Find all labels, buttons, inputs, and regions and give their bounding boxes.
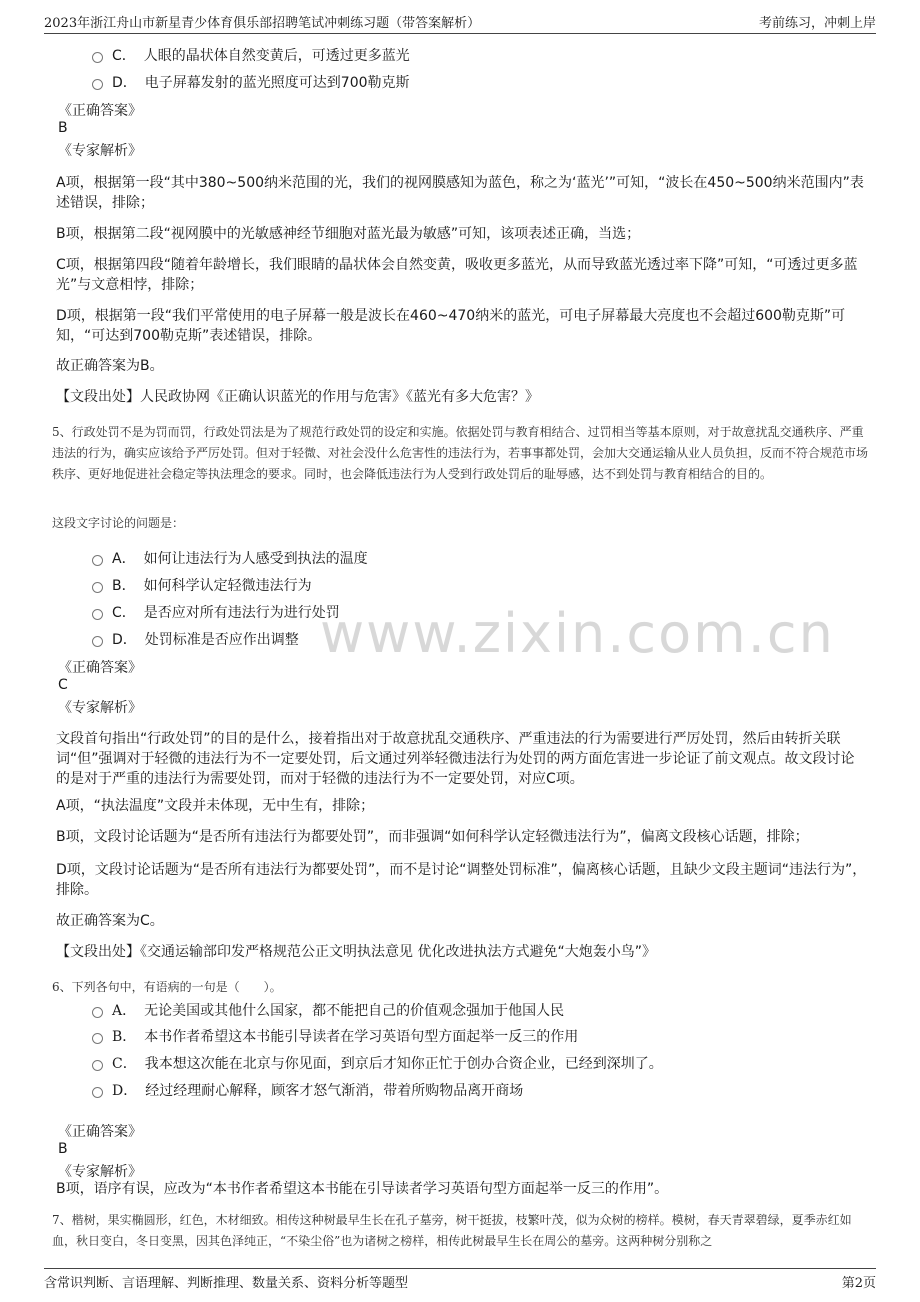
q5-stem: 5、行政处罚不是为罚而罚，行政处罚法是为了规范行政处罚的设定和实施。依据处罚与教育相结合、过罚相当等基本原则，对于故意扰乱交通秩序、严重违法的行为，确实应该给予严厉处罚。但对于轻微、对社会没什么危害性的违法行为，若事事都处罚，会加大交通运输从业人员负担，反而不符合规范市场秩序、更好地促进社会稳定等执法理念的要求。同时，也会降低违法行为人受到行政处罚后的耻辱感，达不到处罚与教育相结合的目的。 bbox=[52, 425, 869, 481]
radio-icon[interactable] bbox=[92, 636, 103, 647]
q5-analysis-label: 《专家解析》 bbox=[58, 700, 142, 716]
radio-icon[interactable] bbox=[92, 1007, 103, 1018]
radio-icon[interactable] bbox=[92, 609, 103, 620]
q6-answer-label: 《正确答案》 bbox=[58, 1124, 142, 1140]
q5-answer: C bbox=[58, 677, 68, 693]
option-letter: C． bbox=[112, 605, 136, 621]
option-letter: A． bbox=[112, 1003, 137, 1019]
option-letter: B． bbox=[112, 578, 136, 594]
q4-answer: B bbox=[58, 120, 68, 136]
q5-conclusion: 故正确答案为C。 bbox=[56, 913, 164, 929]
option-text: 如何科学认定轻微违法行为 bbox=[143, 578, 312, 594]
header-slogan: 考前练习，冲刺上岸 bbox=[758, 16, 876, 31]
option-text: 我本想这次能在北京与你见面，到京后才知你正忙于创办合资企业，已经到深圳了。 bbox=[144, 1056, 663, 1072]
q5-analysis-d: D项，文段讨论话题为“是否所有违法行为都要处罚”，而不是讨论“调整处罚标准”，偏离核心话题，且缺少文段主题词“违法行为”，排除。 bbox=[56, 862, 867, 898]
option-letter: D． bbox=[112, 632, 137, 648]
q4-analysis-d: D项，根据第一段“我们平常使用的电子屏幕一般是波长在460~470纳米的蓝光，可电子屏幕最大亮度也不会超过600勒克斯”可知，“可达到700勒克斯”表述错误，排除。 bbox=[56, 308, 846, 344]
footer-divider bbox=[44, 1268, 876, 1269]
q4-option-d[interactable] bbox=[92, 72, 410, 92]
option-text: 无论美国或其他什么国家，都不能把自己的价值观念强加于他国人民 bbox=[144, 1003, 565, 1019]
radio-icon[interactable] bbox=[92, 79, 103, 90]
option-text: 人眼的晶状体自然变黄后，可透过更多蓝光 bbox=[143, 48, 410, 64]
q5-source: 【文段出处】《交通运输部印发严格规范公正文明执法意见 优化改进执法方式避免“大炮轰小鸟”》 bbox=[56, 944, 656, 960]
radio-icon[interactable] bbox=[92, 1033, 103, 1044]
q6-stem: 6、下列各句中，有语病的一句是（ ）。 bbox=[52, 980, 282, 994]
watermark: www.zixin.com.cn bbox=[320, 602, 835, 665]
q4-answer-label: 《正确答案》 bbox=[58, 103, 142, 119]
option-letter: D． bbox=[112, 1083, 138, 1099]
q4-analysis-c: C项，根据第四段“随着年龄增长，我们眼睛的晶状体会自然变黄，吸收更多蓝光，从而导致蓝光透过率下降”可知，“可透过更多蓝光”与文意相悖，排除； bbox=[56, 257, 858, 293]
q4-option-c[interactable] bbox=[92, 45, 410, 65]
radio-icon[interactable] bbox=[92, 555, 103, 566]
q5-option-b[interactable] bbox=[92, 575, 312, 595]
footer-topics: 含常识判断、言语理解、判断推理、数量关系、资料分析等题型 bbox=[44, 1276, 409, 1291]
q6-option-b[interactable] bbox=[92, 1026, 578, 1046]
q5-question: 这段文字讨论的问题是： bbox=[52, 516, 185, 530]
q6-option-a[interactable] bbox=[92, 1000, 564, 1020]
q6-option-d[interactable] bbox=[92, 1080, 523, 1100]
option-letter: B． bbox=[112, 1029, 137, 1045]
option-letter: D． bbox=[112, 75, 137, 91]
q4-source: 【文段出处】人民政协网《正确认识蓝光的作用与危害》《蓝光有多大危害？》 bbox=[56, 389, 539, 405]
option-letter: A． bbox=[112, 551, 136, 567]
page-number: 第2页 bbox=[841, 1276, 876, 1291]
q5-analysis-main: 文段首句指出“行政处罚”的目的是什么，接着指出对于故意扰乱交通秩序、严重违法的行为需要进行严厉处罚，然后由转折关联词“但”强调对于轻微的违法行为不一定要处罚，后文通过列举轻微违法行为处罚的两方面危害进一步论证了前文观点。故文段讨论的是对于严重的违法行为需要处罚，而对于轻微的违法行为不一定要处罚，对应C项。 bbox=[56, 731, 855, 787]
option-letter: C． bbox=[112, 48, 136, 64]
radio-icon[interactable] bbox=[92, 582, 103, 593]
q5-analysis-a: A项，“执法温度”文段并未体现，无中生有，排除； bbox=[56, 798, 375, 814]
header-divider bbox=[44, 33, 876, 34]
q4-analysis-a: A项，根据第一段“其中380~500纳米范围的光，我们的视网膜感知为蓝色，称之为‘蓝光’”可知，“波长在450~500纳米范围内”表述错误，排除； bbox=[56, 175, 864, 211]
q6-answer: B bbox=[58, 1141, 68, 1157]
q5-option-a[interactable] bbox=[92, 548, 368, 568]
option-text: 电子屏幕发射的蓝光照度可达到700勒克斯 bbox=[144, 75, 410, 91]
q4-analysis-b: B项，根据第二段“视网膜中的光敏感神经节细胞对蓝光最为敏感”可知，该项表述正确，当选； bbox=[56, 226, 641, 242]
q5-option-c[interactable] bbox=[92, 602, 340, 622]
option-text: 是否应对所有违法行为进行处罚 bbox=[143, 605, 340, 621]
q6-option-c[interactable] bbox=[92, 1053, 663, 1073]
header-title: 2023年浙江舟山市新星青少体育俱乐部招聘笔试冲刺练习题（带答案解析） bbox=[44, 16, 481, 31]
option-text: 经过经理耐心解释，顾客才怒气渐消，带着所购物品离开商场 bbox=[145, 1083, 524, 1099]
radio-icon[interactable] bbox=[92, 1060, 103, 1071]
radio-icon[interactable] bbox=[92, 1087, 103, 1098]
q5-answer-label: 《正确答案》 bbox=[58, 660, 142, 676]
q6-analysis-b: B项，语序有误，应改为“本书作者希望这本书能在引导读者学习英语句型方面起举一反三的作用”。 bbox=[56, 1181, 669, 1197]
option-text: 如何让违法行为人感受到执法的温度 bbox=[143, 551, 368, 567]
q6-analysis-label: 《专家解析》 bbox=[58, 1164, 142, 1180]
option-text: 处罚标准是否应作出调整 bbox=[144, 632, 299, 648]
q4-conclusion: 故正确答案为B。 bbox=[56, 358, 164, 374]
q5-analysis-b: B项，文段讨论话题为“是否所有违法行为都要处罚”，而非强调“如何科学认定轻微违法行为”，偏离文段核心话题，排除； bbox=[56, 829, 809, 845]
q5-option-d[interactable] bbox=[92, 629, 299, 649]
q4-analysis-label: 《专家解析》 bbox=[58, 143, 142, 159]
option-text: 本书作者希望这本书能引导读者在学习英语句型方面起举一反三的作用 bbox=[144, 1029, 579, 1045]
radio-icon[interactable] bbox=[92, 52, 103, 63]
q7-stem: 7、楷树，果实椭圆形，红色，木材细致。相传这种树最早生长在孔子墓旁，树干挺拔，枝繁叶茂，似为众树的榜样。模树，春天青翠碧绿，夏季赤红如血，秋日变白，冬日变黑，因其色泽纯正，“不染尘俗”也为诸树之榜样，相传此树最早生长在周公的墓旁。这两种树分别称之 bbox=[52, 1213, 852, 1248]
option-letter: C． bbox=[112, 1056, 137, 1072]
